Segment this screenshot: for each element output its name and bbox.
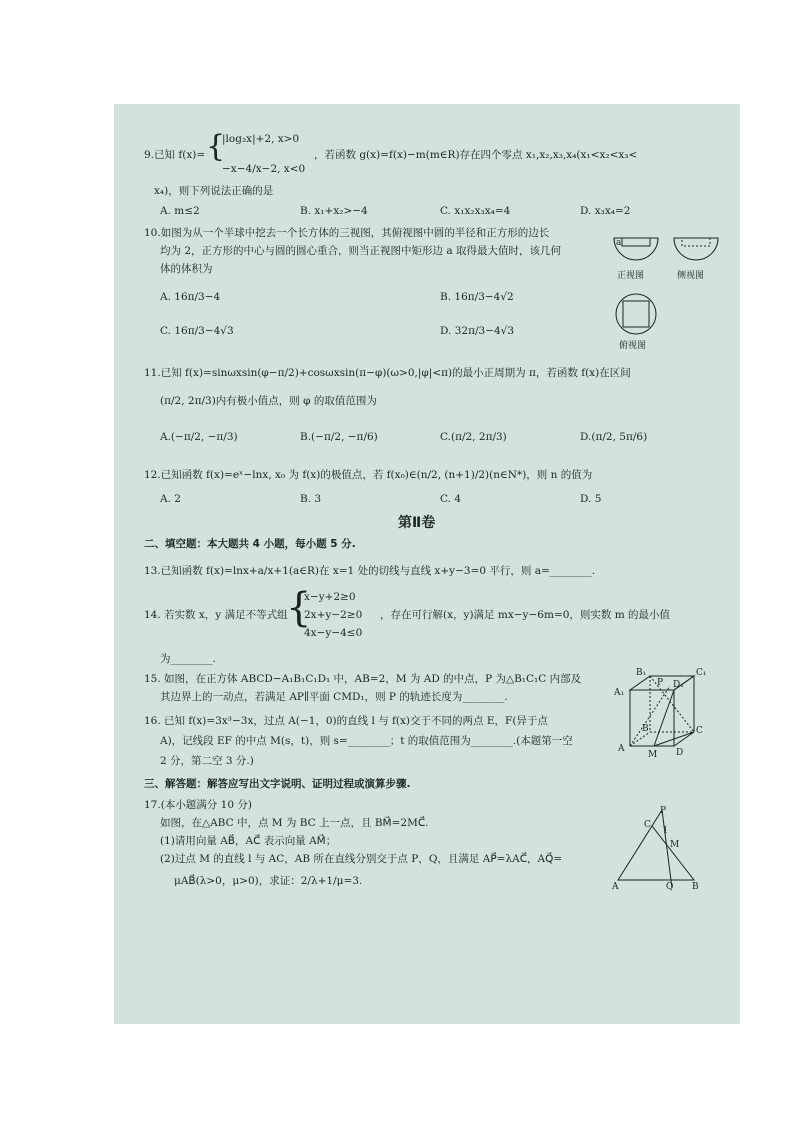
cube-label-d: D [676, 748, 684, 758]
q11-option-b: B.(−π/2, −π/6) [300, 431, 378, 443]
q9-prefix: 9.已知 f(x)= [144, 149, 206, 161]
q17-line-2: 如图，在△ABC 中，点 M 为 BC 上一点，且 BM⃗=2MC⃗. [160, 817, 429, 829]
q10-three-views [608, 232, 732, 342]
q14-stem: ，存在可行解(x，y)满足 mx−y−6m=0，则实数 m 的最小值 [380, 609, 671, 621]
q14-constraint-1: x−y+2≥0 [304, 591, 356, 603]
q9-stem: ，若函数 g(x)=f(x)−m(m∈R)存在四个零点 x₁,x₂,x₃,x₄(x₁<x₂<x₃< [314, 149, 638, 161]
q10-label-a: a [616, 238, 622, 248]
q10-option-d: D. 32π/3−4√3 [440, 325, 515, 337]
tri-label-m: M [670, 840, 680, 850]
q11-option-d: D.(π/2, 5π/6) [580, 431, 648, 443]
q12-option-d: D. 5 [580, 493, 602, 505]
cube-label-d1: D₁ [673, 680, 684, 690]
q9-case-1: |log₂x|+2, x>0 [222, 133, 300, 145]
q14-constraint-2: 2x+y−2≥0 [304, 609, 363, 621]
q9-case-2: −x−4/x−2, x<0 [222, 163, 306, 175]
tri-label-p: P [660, 806, 667, 816]
q11-line-1: 11.已知 f(x)=sinωxsin(φ−π/2)+cosωxsin(π−φ)(ω>0,|φ|<π)的最小正周期为 π，若函数 f(x)在区间 [144, 367, 631, 379]
q17-triangle-figure [612, 804, 712, 894]
q9-stem-cont: x₄)，则下列说法正确的是 [154, 185, 274, 197]
q17-line-5: μAB⃗(λ>0，μ>0)，求证：2/λ+1/μ=3. [174, 875, 363, 887]
cube-label-p: P [657, 678, 664, 688]
q17-line-4: (2)过点 M 的直线 l 与 AC，AB 所在直线分别交于点 P，Q，且满足 AP⃗=λAC⃗，AQ⃗= [160, 853, 563, 865]
q13-text: 13.已知函数 f(x)=lnx+a/x+1(a∈R)在 x=1 处的切线与直线 x+y−3=0 平行，则 a=________. [144, 565, 596, 577]
q9-brace: { [206, 129, 226, 164]
q10-view-side: 侧视图 [677, 271, 705, 281]
q15-line-1: 15. 如图，在正方体 ABCD−A₁B₁C₁D₁ 中，AB=2，M 为 AD 的中点，P 为△B₁C₁C 内部及 [144, 673, 582, 685]
q14-constraint-3: 4x−y−4≤0 [304, 627, 363, 639]
q10-option-a: A. 16π/3−4 [160, 291, 221, 303]
tri-label-q: Q [666, 882, 674, 892]
q10-view-front: 正视图 [617, 271, 645, 281]
q16-line-2: A)，记线段 EF 的中点 M(s，t)，则 s=________；t 的取值范围为________.(本题第一空 [160, 735, 573, 747]
tri-label-a: A [612, 882, 619, 892]
q9-option-a: A. m≤2 [160, 205, 200, 217]
q10-option-c: C. 16π/3−4√3 [160, 325, 234, 337]
cube-label-b: B [642, 724, 649, 734]
q12-line-1: 12.已知函数 f(x)=eˣ−lnx, x₀ 为 f(x)的极值点，若 f(x₀)∈(n/2, (n+1)/2)(n∈N*)，则 n 的值为 [144, 469, 593, 481]
cube-label-c1: C₁ [696, 668, 707, 678]
q10-view-top: 俯视图 [619, 341, 647, 351]
cube-label-a: A [618, 744, 625, 754]
q14-brace: { [286, 585, 312, 631]
cube-label-b1: B₁ [636, 668, 647, 678]
tri-label-b: B [692, 882, 699, 892]
tri-label-c: C [644, 820, 651, 830]
q16-line-1: 16. 已知 f(x)=3x³−3x，过点 A(−1，0)的直线 l 与 f(x)交于不同的两点 E，F(异于点 [144, 715, 548, 727]
cube-label-a1: A₁ [614, 688, 625, 698]
fill-in-heading: 二、填空题：本大题共 4 小题，每小题 5 分. [144, 538, 356, 550]
cube-label-m: M [648, 750, 658, 760]
cube-label-c: C [696, 726, 703, 736]
q10-line-1: 10.如图为从一个半球中挖去一个长方体的三视图，其俯视图中圆的半径和正方形的边长 [144, 227, 550, 239]
q14-stem-cont: 为________. [160, 653, 216, 665]
q11-option-a: A.(−π/2, −π/3) [160, 431, 238, 443]
q9-option-c: C. x₁x₂x₃x₄=4 [440, 205, 511, 217]
q14-prefix: 14. 若实数 x，y 满足不等式组 [144, 609, 288, 621]
q12-option-a: A. 2 [160, 493, 181, 505]
q15-line-2: 其边界上的一动点，若满足 AP∥平面 CMD₁，则 P 的轨迹长度为________. [160, 691, 508, 703]
part-2-title: 第Ⅱ卷 [398, 515, 436, 531]
exam-sheet [114, 104, 740, 1024]
q9-option-d: D. x₃x₄=2 [580, 205, 631, 217]
q11-line-2: (π/2, 2π/3)内有极小值点，则 φ 的取值范围为 [160, 395, 377, 407]
q17-line-1: 17.(本小题满分 10 分) [144, 799, 252, 811]
q17-line-3: (1)请用向量 AB⃗，AC⃗ 表示向量 AM⃗； [160, 835, 337, 847]
answer-heading: 三、解答题：解答应写出文字说明、证明过程或演算步骤. [144, 778, 411, 790]
q11-option-c: C.(π/2, 2π/3) [440, 431, 507, 443]
tri-label-l: l [664, 826, 667, 836]
q12-option-c: C. 4 [440, 493, 462, 505]
q10-line-3: 体的体积为 [160, 263, 213, 275]
q10-option-b: B. 16π/3−4√2 [440, 291, 514, 303]
q9-option-b: B. x₁+x₂>−4 [300, 205, 368, 217]
q10-line-2: 均为 2，正方形的中心与圆的圆心重合，则当正视图中矩形边 a 取得最大值时，该几何 [160, 245, 561, 257]
q16-line-3: 2 分，第二空 3 分.) [160, 755, 254, 767]
q15-cube-figure [614, 672, 714, 762]
q12-option-b: B. 3 [300, 493, 322, 505]
